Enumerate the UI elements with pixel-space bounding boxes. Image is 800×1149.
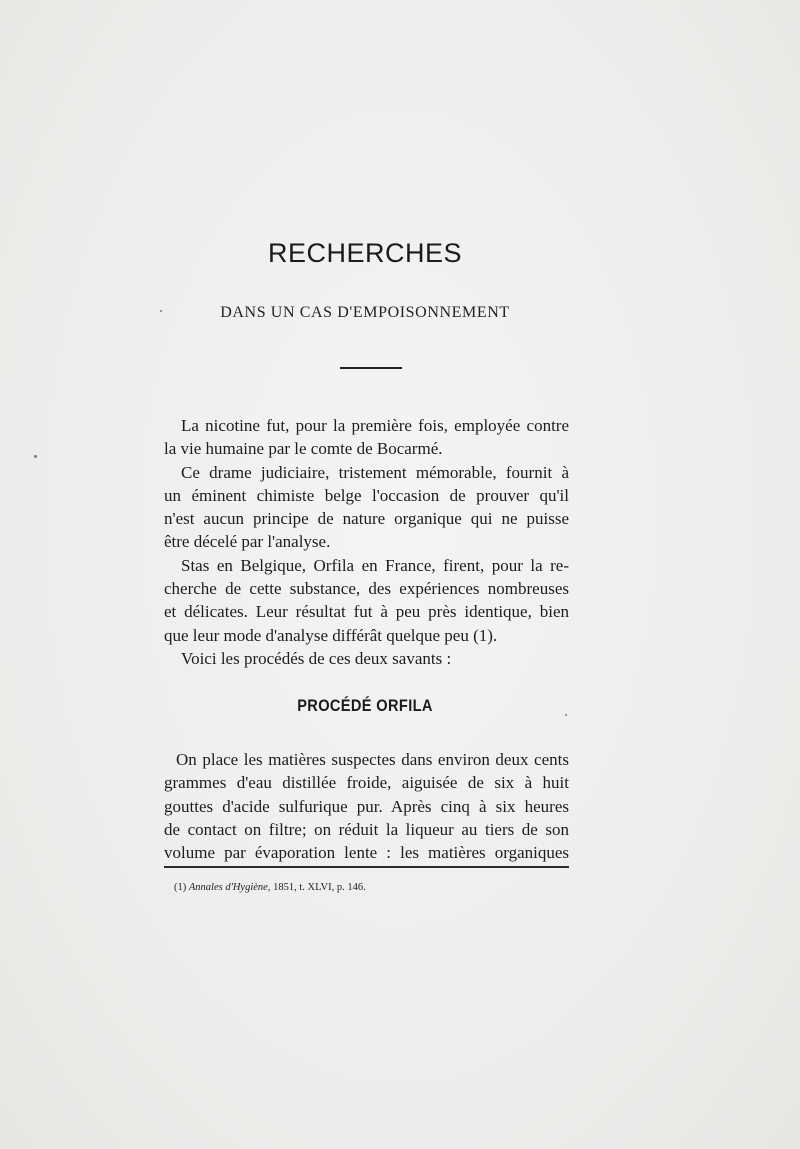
- footnote-divider: [164, 866, 569, 868]
- text-line: un éminent chimiste belge l'occasion de prouver qu'il: [164, 485, 569, 505]
- text-line: volume par évaporation lente : les matières organiques: [164, 843, 569, 863]
- text-line: cherche de cette substance, des expériences nombreuses: [164, 579, 569, 599]
- text-line: la vie humaine par le comte de Bocarmé.: [164, 439, 443, 459]
- text-line: n'est aucun principe de nature organique qui ne puisse: [164, 509, 569, 529]
- text-line: et délicates. Leur résultat fut à peu près identique, bien: [164, 602, 569, 622]
- page-subtitle: DANS UN CAS D'EMPOISONNEMENT: [220, 304, 510, 321]
- text-line: La nicotine fut, pour la première fois, employée contre: [181, 416, 569, 435]
- paper-speck: [160, 310, 162, 312]
- section-heading: PROCÉDÉ ORFILA: [297, 696, 433, 715]
- paper-speck: [34, 455, 37, 458]
- text-line: que leur mode d'analyse différât quelque peu (1).: [164, 625, 498, 645]
- footnote: [174, 882, 366, 893]
- text-line: gouttes d'acide sulfurique pur. Après cinq à six heures: [164, 796, 569, 816]
- footnote-source: Annales d'Hygiène,: [188, 882, 271, 893]
- text-line: Ce drame judiciaire, tristement mémorable, fournit à: [181, 462, 569, 482]
- footnote-details: 1851, t. XLVI, p. 146.: [273, 882, 366, 893]
- text-line: de contact on filtre; on réduit la liqueur au tiers de son: [164, 819, 569, 839]
- title-divider: [340, 367, 402, 369]
- text-line: grammes d'eau distillée froide, aiguisée de six à huit: [164, 773, 569, 793]
- intro-paragraphs: [164, 414, 569, 670]
- text-line: Voici les procédés de ces deux savants :: [181, 648, 452, 668]
- text-line: être décelé par l'analyse.: [164, 532, 331, 552]
- text-line: On place les matières suspectes dans environ deux cents: [176, 750, 569, 769]
- section-paragraph: [164, 748, 569, 864]
- paper-speck: [565, 714, 567, 716]
- page-title: RECHERCHES: [267, 238, 463, 268]
- footnote-marker: (1): [174, 882, 187, 893]
- text-line: Stas en Belgique, Orfila en France, firent, pour la re-: [181, 555, 569, 575]
